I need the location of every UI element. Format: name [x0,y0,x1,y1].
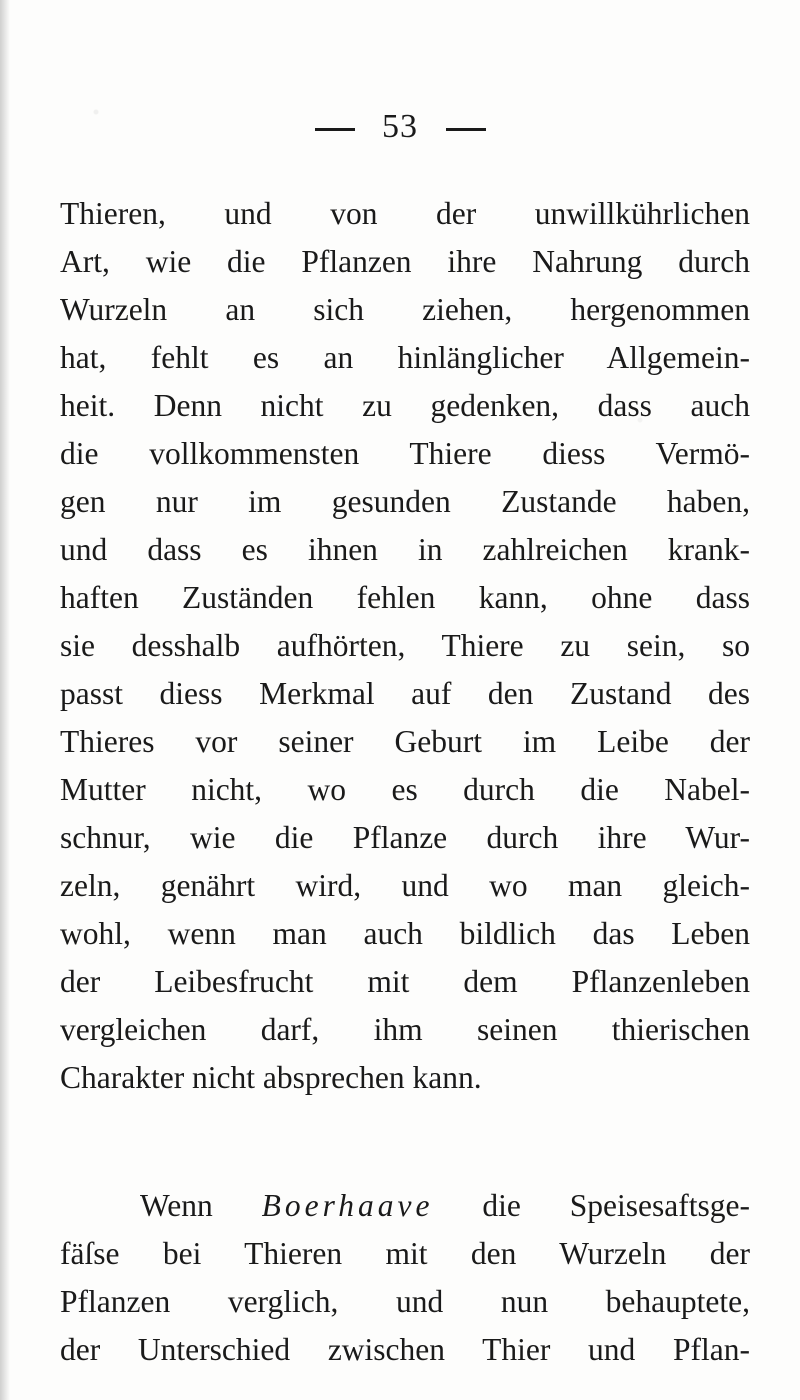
header-dash-left [315,128,355,131]
text-line: der Unterschied zwischen Thier und Pflan- [60,1332,750,1367]
text-line: sie desshalb aufhörten, Thiere zu sein, so [60,628,750,663]
text-line: Wurzeln an sich ziehen, hergenommen [60,292,750,327]
author-name: Boerhaave [261,1188,434,1223]
text-line: Charakter nicht absprechen kann. [60,1060,482,1095]
text-run: Wenn [140,1188,262,1223]
text-line: der Leibesfrucht mit dem Pflanzenleben [60,964,750,999]
page-number: 53 [382,108,418,145]
body-text [60,190,750,1374]
text-line-first [60,1182,750,1230]
text-line: Art, wie die Pflanzen ihre Nahrung durch [60,244,750,279]
text-line: vergleichen darf, ihm seinen thierischen [60,1012,750,1047]
paragraph-1 [60,190,750,1102]
text-line: und dass es ihnen in zahlreichen krank- [60,532,750,567]
text-line: haften Zuständen fehlen kann, ohne dass [60,580,750,615]
text-line: die vollkommensten Thiere diess Vermö- [60,436,750,471]
page-header [0,108,800,146]
text-line: Mutter nicht, wo es durch die Nabel- [60,772,750,807]
text-line: zeln, genährt wird, und wo man gleich- [60,868,750,903]
page-edge-shadow [0,0,10,1400]
text-run: die Speisesaftsge- [433,1188,750,1223]
text-line: fäſse bei Thieren mit den Wurzeln der [60,1236,750,1271]
text-line: wohl, wenn man auch bildlich das Leben [60,916,750,951]
text-line: hat, fehlt es an hinlänglicher Allgemein- [60,340,750,375]
paragraph-gap [60,1102,750,1182]
header-dash-right [446,128,486,131]
text-line: heit. Denn nicht zu gedenken, dass auch [60,388,750,423]
text-line: Pflanzen verglich, und nun behauptete, [60,1284,750,1319]
text-line: Thieren, und von der unwillkührlichen [60,196,750,231]
text-line: schnur, wie die Pflanze durch ihre Wur- [60,820,750,855]
paragraph-2 [60,1182,750,1374]
text-line: gen nur im gesunden Zustande haben, [60,484,750,519]
text-line: Thieres vor seiner Geburt im Leibe der [60,724,750,759]
text-line: passt diess Merkmal auf den Zustand des [60,676,750,711]
